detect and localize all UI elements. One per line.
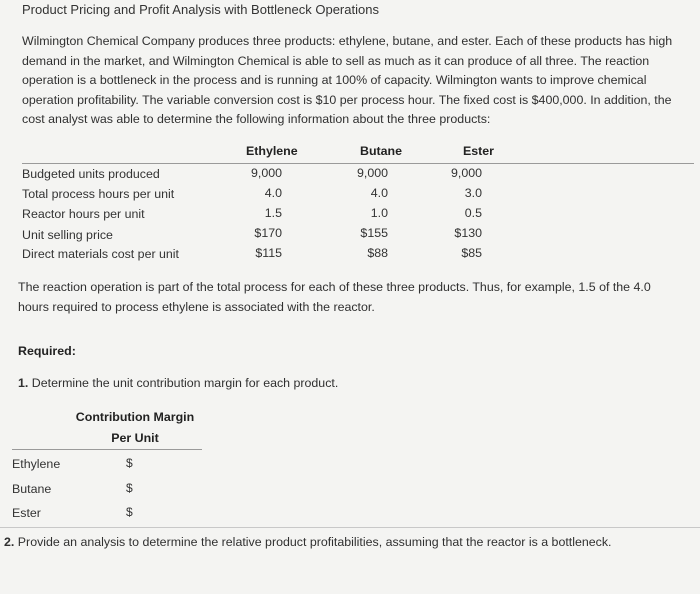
cell-ester-process-hours: 3.0 (464, 186, 482, 200)
question-1 (18, 376, 338, 390)
cell-ester-price: $130 (454, 226, 482, 240)
cell-butane-process-hours: 4.0 (370, 186, 388, 200)
answer-prefix-ethylene: $ (126, 456, 133, 470)
question-2 (4, 535, 611, 549)
col-header-butane: Butane (360, 144, 402, 158)
cell-ester-reactor-hours: 0.5 (464, 206, 482, 220)
answer-prefix-ester: $ (126, 505, 133, 519)
cell-ethylene-reactor-hours: 1.5 (264, 206, 282, 220)
cell-butane-units: 9,000 (356, 166, 388, 180)
cell-butane-materials: $88 (367, 246, 388, 260)
answer-header-line2: Per Unit (111, 431, 159, 445)
answer-row-label-ethylene: Ethylene (12, 457, 61, 471)
answer-row-label-butane: Butane (12, 482, 52, 496)
row-label-reactor-hours: Reactor hours per unit (22, 207, 145, 221)
required-heading: Required: (18, 344, 76, 358)
answer-row-label-ester: Ester (12, 506, 41, 520)
answer-header-line1: Contribution Margin (75, 410, 195, 424)
section-divider (0, 527, 700, 528)
question-2-number: 2. (4, 535, 15, 549)
answer-prefix-butane: $ (126, 481, 133, 495)
cell-butane-price: $155 (360, 226, 388, 240)
reactor-note: The reaction operation is part of the total process for each of these three products. Thus, for example, 1.5 of the 4.0 hours required to process ethylene is associated with the reactor. (18, 280, 651, 314)
row-label-total-process-hours: Total process hours per unit (22, 187, 175, 201)
cell-ethylene-materials: $115 (255, 246, 282, 260)
answer-divider (12, 449, 202, 450)
cell-ethylene-units: 9,000 (250, 166, 282, 180)
col-header-ethylene: Ethylene (246, 144, 298, 158)
cell-ethylene-price: $170 (254, 226, 282, 240)
row-label-budgeted-units: Budgeted units produced (22, 167, 160, 181)
row-label-selling-price: Unit selling price (22, 228, 113, 242)
page-title: Product Pricing and Profit Analysis with Bottleneck Operations (22, 2, 379, 17)
cell-butane-reactor-hours: 1.0 (370, 206, 388, 220)
intro-paragraph: Wilmington Chemical Company produces three products: ethylene, butane, and ester. Each of these products has high demand in the market, and Wilmington Chemical is able to sell as much as it can produce of all three. The reaction operation is a bottleneck in the process and is running at 100% of capacity. Wilmington wants to improve chemical operation profitability. The variable conversion cost is $10 per process hour. The fixed cost is $400,000. In addition, the cost analyst was able to determine the following information about the three products: (22, 34, 673, 126)
table-divider (22, 163, 694, 164)
col-header-ester: Ester (463, 144, 494, 158)
question-1-number: 1. (18, 376, 29, 390)
cell-ethylene-process-hours: 4.0 (264, 186, 282, 200)
question-2-text: Provide an analysis to determine the relative product profitabilities, assuming that the reactor is a bottleneck. (17, 535, 612, 549)
question-1-text: Determine the unit contribution margin for each product. (31, 376, 339, 390)
cell-ester-units: 9,000 (450, 166, 482, 180)
cell-ester-materials: $85 (461, 246, 482, 260)
row-label-materials-cost: Direct materials cost per unit (22, 247, 180, 261)
